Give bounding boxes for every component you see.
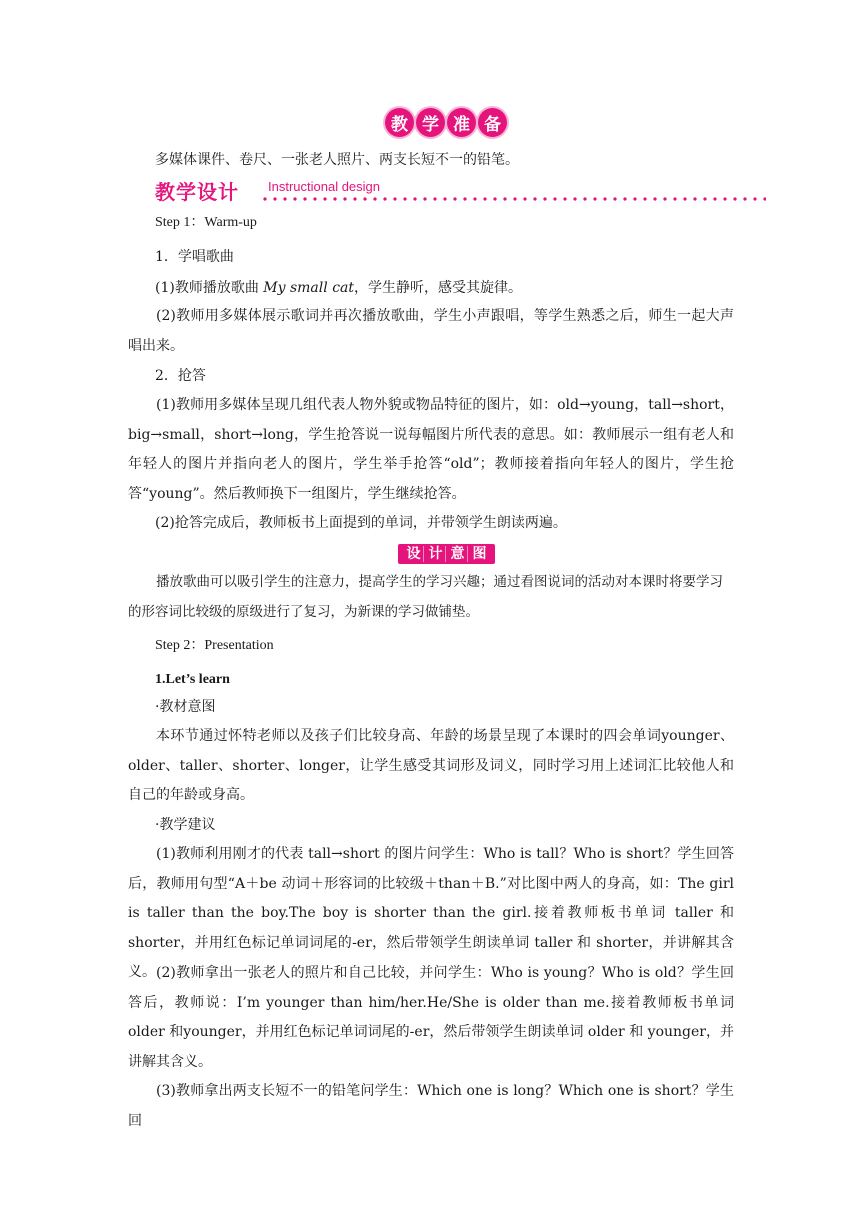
advice-para2: (2)教师拿出一张老人的照片和自己比较，并问学生：Who is young？Who is old？学生回答后，教师说：I’m younger than him/her.He/She is older than me.接着教师板书单词 older 和younger，并用红色标记单词词尾的-er，然后带领学生朗读单词 older 和 younger，并讲解其含义。 — [128, 965, 734, 1070]
step1-para1 — [155, 278, 522, 298]
intent-char: 意 — [448, 546, 468, 562]
step1-item1: 1．学唱歌曲 — [155, 249, 234, 265]
intent-char: 图 — [472, 546, 487, 562]
step1-para3: (1)教师用多媒体呈现几组代表人物外貌或物品特征的图片，如：old→young，tall→short，big→small，short→long，学生抢答说一说每幅图片所代表的意思。如：教师展示一组有老人和年轻人的图片并指向老人的图片，学生举手抢答“old”；教师接着指向年轻人的图片，学生抢答“young”。然后教师换下一组图片，学生继续抢答。 — [128, 397, 734, 502]
design-subtitle: Instructional design — [268, 179, 381, 194]
intent-text: 播放歌曲可以吸引学生的注意力，提高学生的学习兴趣；通过看图说词的活动对本课时将要学习的形容词比较级的原级进行了复习，为新课的学习做铺垫。 — [128, 574, 723, 620]
material-intent-label: ·教材意图 — [155, 699, 216, 715]
intent-badge — [398, 544, 495, 564]
step1-heading: Step 1：Warm-up — [155, 215, 257, 230]
badge-char: 教 — [385, 108, 414, 137]
prep-text: 多媒体课件、卷尺、一张老人照片、两支长短不一的铅笔。 — [155, 152, 519, 168]
advice-para3: (3)教师拿出两支长短不一的铅笔问学生：Which one is long？Which one is short？学生回 — [128, 1083, 734, 1129]
intent-char: 计 — [426, 546, 446, 562]
material-intent-text: 本环节通过怀特老师以及孩子们比较身高、年龄的场景呈现了本课时的四会单词younger、older、taller、shorter、longer，让学生感受其词形及词义，同时学习用上述词汇比较他人和自己的年龄或身高。 — [128, 728, 734, 803]
song-title: My small cat — [263, 280, 355, 296]
badge-char: 准 — [447, 108, 476, 137]
teaching-advice-label: ·教学建议 — [155, 817, 216, 833]
dotted-divider — [260, 196, 766, 202]
para1-text-b: ，学生静听，感受其旋律。 — [354, 280, 523, 296]
intent-char: 设 — [404, 546, 424, 562]
badge-char: 备 — [478, 108, 507, 137]
advice-para1: (1)教师利用刚才的代表 tall→short 的图片问学生：Who is tall？Who is short？学生回答后，教师用句型“A＋be 动词＋形容词的比较级＋than＋B.”对比图中两人的身高，如：The girl is taller than the boy.The boy is shorter than the girl.接着教师板书单词 taller 和 shorter，并用红色标记单词词尾的-er，然后带领学生朗读单词 taller 和 shorter，并讲解其含义。 — [128, 846, 734, 980]
step1-para4: (2)抢答完成后，教师板书上面提到的单词，并带领学生朗读两遍。 — [155, 515, 567, 531]
step1-para2: (2)教师用多媒体展示歌词并再次播放歌曲，学生小声跟唱，等学生熟悉之后，师生一起大声唱出来。 — [128, 308, 734, 354]
lets-learn-title — [155, 670, 230, 690]
lets-learn-bold: 1.Let’s learn — [155, 672, 230, 687]
prep-badge — [385, 108, 507, 137]
badge-char: 学 — [416, 108, 445, 137]
para1-text-a: (1)教师播放歌曲 — [155, 280, 264, 296]
step1-item2: 2．抢答 — [155, 368, 206, 384]
design-title: 教学设计 — [155, 180, 239, 204]
step2-heading: Step 2：Presentation — [155, 638, 274, 653]
